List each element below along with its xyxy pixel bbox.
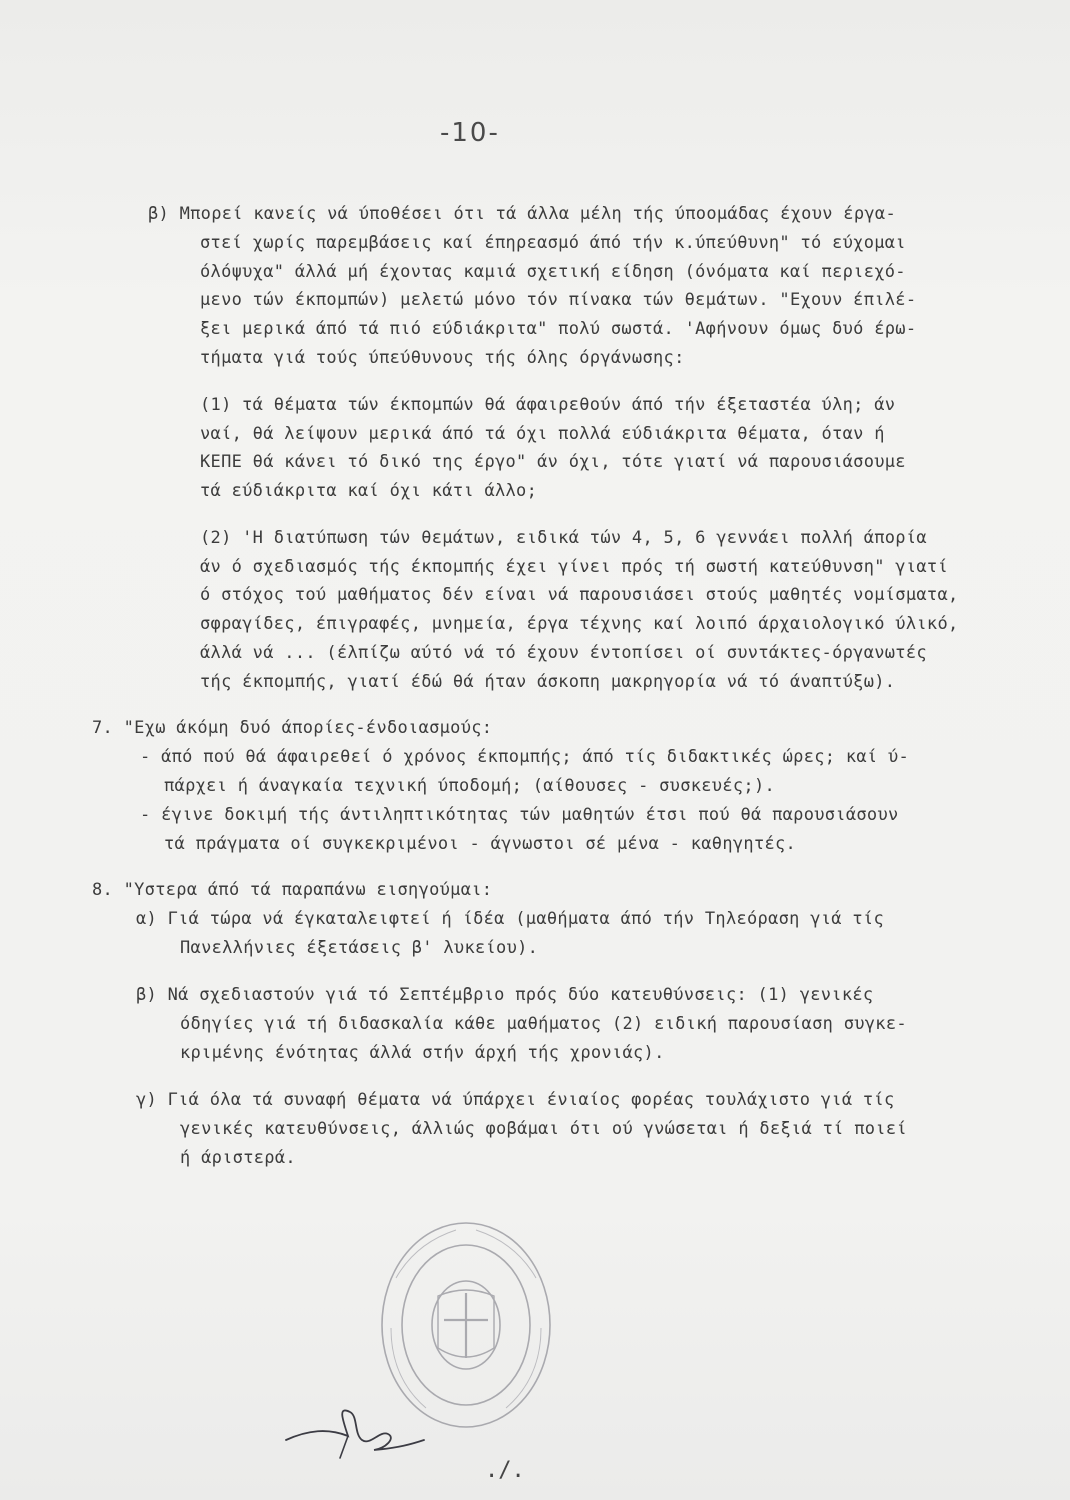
signature-icon: [278, 1400, 428, 1460]
text-line: ή άριστερά.: [180, 1148, 296, 1168]
text-line: 8. "Υστερα άπό τά παραπάνω εισηγούμαι:: [92, 880, 493, 900]
text-line: - άπό πού θά άφαιρεθεί ό χρόνος έκπομπής; άπό τίς διδακτικές ώρες; καί ύ-: [140, 747, 910, 767]
text-line: ΚΕΠΕ θά κάνει τό δικό της έργο" άν όχι, τότε γιατί νά παρουσιάσουμε: [200, 452, 906, 472]
text-line: κριμένης ένότητας άλλά στήν άρχή τής χρονιάς).: [180, 1043, 665, 1063]
text-line: ναί, θά λείψουν μερικά άπό τά όχι πολλά εύδιάκριτα θέματα, όταν ή: [200, 424, 885, 444]
text-line: Πανελλήνιες έξετάσεις β' λυκείου).: [180, 938, 539, 958]
text-line: - έγινε δοκιμή τής άντιληπτικότητας τών μαθητών έτσι πού θά παρουσιάσουν: [140, 805, 899, 825]
continuation-mark: ./.: [485, 1458, 525, 1483]
text-line: 7. "Εχω άκόμη δυό άπορίες-ένδοιασμούς:: [92, 718, 493, 738]
text-line: άλλά νά ... (έλπίζω αύτό νά τό έχουν έντοπίσει οί συντάκτες-όργανωτές: [200, 643, 927, 663]
text-line: γενικές κατευθύνσεις, άλλιώς φοβάμαι ότι ού γνώσεται ή δεξιά τί ποιεί: [180, 1119, 907, 1139]
text-line: άν ό σχεδιασμός τής έκπομπής έχει γίνει πρός τή σωστή κατεύθυνση" γιατί: [200, 557, 948, 577]
text-line: τά εύδιάκριτα καί όχι κάτι άλλο;: [200, 481, 538, 501]
text-line: όλόψυχα" άλλά μή έχοντας καμιά σχετική είδηση (όνόματα καί περιεχό-: [200, 262, 906, 282]
text-line: ό στόχος τού μαθήματος δέν είναι νά παρουσιάσει στούς μαθητές νομίσματα,: [200, 585, 959, 605]
text-line: τής έκπομπής, γιατί έδώ θά ήταν άσκοπη μακρηγορία νά τό άναπτύξω).: [200, 672, 896, 692]
text-line: πάρχει ή άναγκαία τεχνική ύποδομή; (αίθουσες - συσκευές;).: [164, 776, 776, 796]
text-line: μενο τών έκπομπών) μελετώ μόνο τόν πίνακα τών θεμάτων. "Εχουν έπιλέ-: [200, 290, 917, 310]
text-line: ξει μερικά άπό τά πιό εύδιάκριτα" πολύ σωστά. 'Αφήνουν όμως δυό έρω-: [200, 319, 917, 339]
text-line: (1) τά θέματα τών έκπομπών θά άφαιρεθούν άπό τήν έξεταστέα ύλη; άν: [200, 395, 896, 415]
text-line: γ) Γιά όλα τά συναφή θέματα νά ύπάρχει ένιαίος φορέας τουλάχιστο γιά τίς: [136, 1090, 895, 1110]
text-line: τά πράγματα οί συγκεκριμένοι - άγνωστοι σέ μένα - καθηγητές.: [164, 834, 797, 854]
text-line: α) Γιά τώρα νά έγκαταλειφτεί ή ίδέα (μαθήματα άπό τήν Τηλεόραση γιά τίς: [136, 909, 884, 929]
page-number: -10-: [440, 118, 500, 148]
text-line: σφραγίδες, έπιγραφές, μνημεία, έργα τέχνης καί λοιπό άρχαιολογικό ύλικό,: [200, 614, 959, 634]
text-line: στεί χωρίς παρεμβάσεις καί έπηρεασμό άπό τήν κ.ύπεύθυνη" τό εύχομαι: [200, 233, 906, 253]
text-line: β) Νά σχεδιαστούν γιά τό Σεπτέμβριο πρός δύο κατευθύνσεις: (1) γενικές: [136, 985, 874, 1005]
text-line: όδηγίες γιά τή διδασκαλία κάθε μαθήματος (2) ειδική παρουσίαση συγκε-: [180, 1014, 907, 1034]
text-line: (2) 'Η διατύπωση τών θεμάτων, ειδικά τών 4, 5, 6 γεννάει πολλή άπορία: [200, 528, 927, 548]
text-line: τήματα γιά τούς ύπεύθυνους τής όλης όργάνωσης:: [200, 348, 685, 368]
text-line: β) Μπορεί κανείς νά ύποθέσει ότι τά άλλα μέλη τής ύποομάδας έχουν έργα-: [148, 204, 896, 224]
